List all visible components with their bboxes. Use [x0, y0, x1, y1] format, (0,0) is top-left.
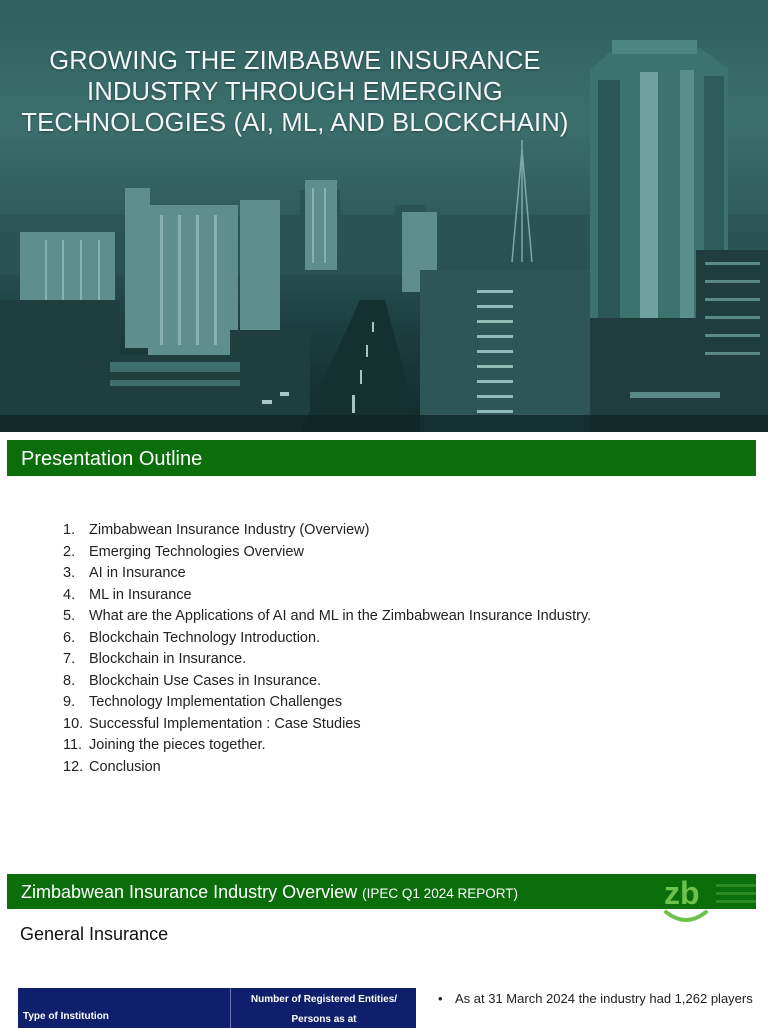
list-number: 3.	[63, 565, 76, 581]
list-item	[63, 692, 591, 714]
list-item	[63, 757, 591, 779]
col-registered-entities-line1: Number of Registered Entities/	[250, 994, 398, 1005]
list-item	[63, 585, 591, 607]
list-number: 2.	[63, 543, 76, 560]
col-type-of-institution: Type of Institution	[23, 1011, 109, 1022]
outline-header-bar	[7, 440, 756, 476]
list-text: Blockchain Technology Introduction.	[89, 629, 321, 646]
column-divider	[230, 988, 231, 1028]
list-number: 6.	[63, 629, 76, 646]
list-item	[63, 563, 591, 585]
col-registered-entities	[232, 990, 416, 1028]
list-number: 11.	[63, 737, 83, 753]
entities-table-header	[18, 988, 416, 1028]
list-text: AI in Insurance	[89, 565, 186, 581]
list-item	[63, 649, 591, 671]
industry-heading-source: (IPEC Q1 2024 REPORT)	[362, 886, 518, 901]
list-text: Successful Implementation : Case Studies	[89, 715, 361, 732]
list-item	[63, 671, 591, 693]
svg-text:zb: zb	[664, 875, 700, 911]
list-text: Blockchain Use Cases in Insurance.	[89, 672, 322, 689]
title-slide	[0, 0, 768, 432]
outline-list	[63, 520, 591, 778]
list-item	[63, 542, 591, 564]
list-text: Zimbabwean Insurance Industry (Overview)	[89, 522, 370, 538]
list-item	[63, 628, 591, 650]
bullet-text: As at 31 March 2024 the industry had 1,262 players	[455, 991, 753, 1006]
list-text: Technology Implementation Challenges	[89, 694, 343, 710]
bullet-icon: •	[438, 991, 443, 1006]
list-text: Conclusion	[89, 758, 161, 775]
slide-title: GROWING THE ZIMBABWE INSURANCE INDUSTRY THROUGH EMERGING TECHNOLOGIES (AI, ML, AND BLOCKCHAIN)	[21, 47, 569, 137]
general-insurance-heading: General Insurance	[20, 924, 169, 944]
outline-heading: Presentation Outline	[21, 448, 203, 470]
list-number: 10.	[63, 715, 84, 732]
list-text: ML in Insurance	[89, 586, 192, 603]
list-number: 12.	[63, 758, 84, 775]
industry-heading	[21, 882, 518, 904]
list-item	[63, 714, 591, 736]
list-text: What are the Applications of AI and ML in the Zimbabwean Insurance Industry.	[89, 608, 592, 624]
industry-heading-main: Zimbabwean Insurance Industry Overview	[21, 882, 358, 902]
list-number: 8.	[63, 672, 76, 689]
list-number: 1.	[63, 522, 76, 538]
col-registered-entities-line2: Persons as at	[291, 1014, 357, 1025]
list-item	[63, 735, 591, 757]
zb-logo-icon	[660, 872, 760, 928]
list-number: 5.	[63, 608, 76, 624]
list-number: 7.	[63, 651, 76, 667]
list-item	[63, 606, 591, 628]
list-text: Blockchain in Insurance.	[89, 651, 247, 667]
list-text: Emerging Technologies Overview	[89, 543, 304, 560]
industry-header-bar	[7, 874, 756, 909]
list-number: 9.	[63, 694, 76, 710]
list-number: 4.	[63, 586, 76, 603]
list-text: Joining the pieces together.	[89, 737, 266, 753]
list-item	[63, 520, 591, 542]
